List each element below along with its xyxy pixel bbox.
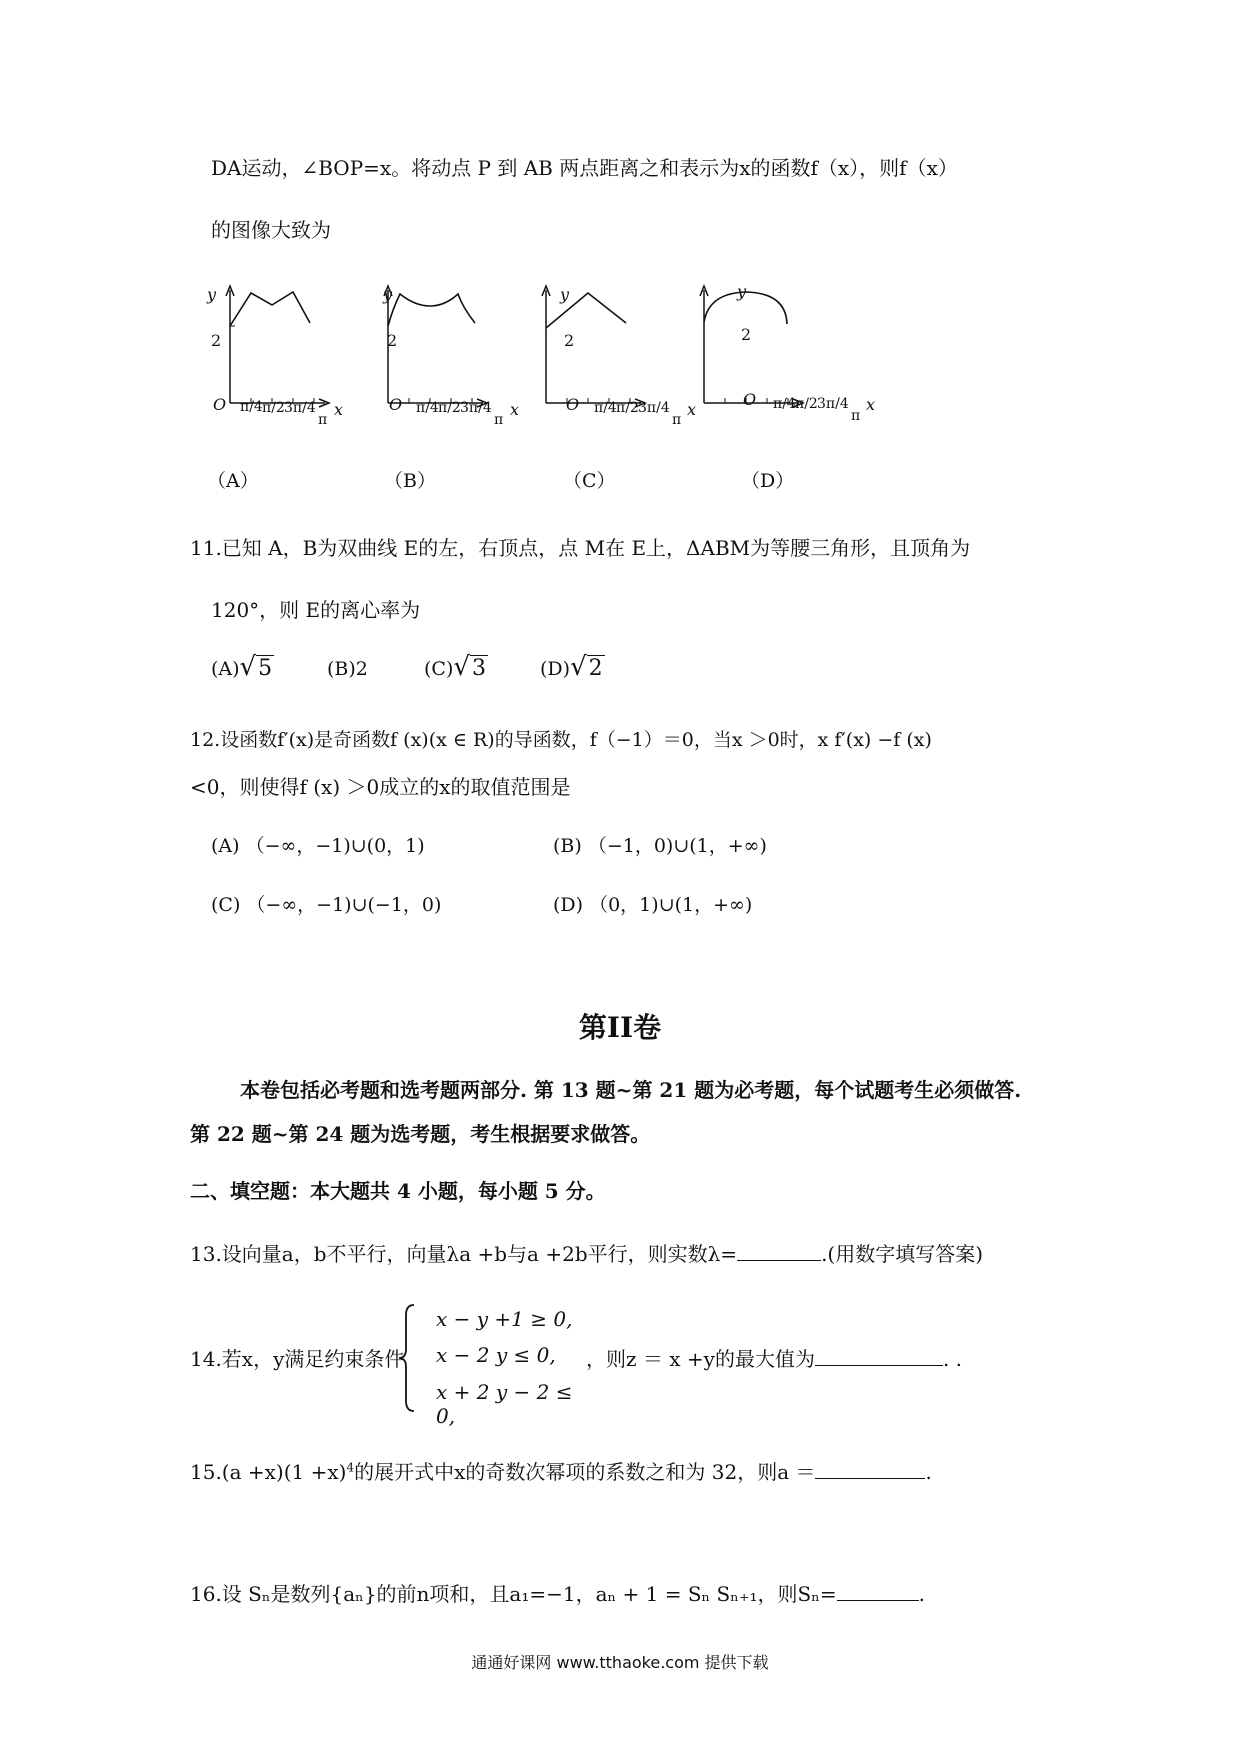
graph-a-tick-3: 3π/4 bbox=[284, 400, 316, 416]
graph-a-x-label: x bbox=[334, 400, 344, 419]
q16-end: . bbox=[918, 1582, 925, 1606]
q14-constraint-system bbox=[396, 1303, 576, 1428]
graph-b-tick-3: 3π/4 bbox=[460, 400, 492, 416]
q11-option-c-label: (C) bbox=[424, 658, 454, 680]
graph-option-b: （B） bbox=[384, 470, 436, 492]
q12-line1: 12.设函数f′(x)是奇函数f (x)(x ∈ R)的导函数，f（−1）＝0，当x ＞0时，x f′(x) −f (x) bbox=[190, 729, 932, 751]
graph-b bbox=[353, 278, 513, 478]
q11-option-a-value: 5 bbox=[258, 656, 273, 681]
q16-answer-blank[interactable] bbox=[837, 1582, 919, 1601]
graph-c-origin: O bbox=[566, 395, 580, 414]
graph-b-tick-4: π bbox=[494, 412, 504, 428]
sqrt-icon: √ bbox=[239, 652, 257, 682]
graph-c-y-tick: 2 bbox=[564, 331, 575, 350]
graph-b-x-label: x bbox=[510, 400, 520, 419]
graph-c-tick-4: π bbox=[672, 412, 682, 428]
q14-end: . . bbox=[942, 1347, 963, 1371]
graph-a-tick-4: π bbox=[318, 412, 328, 428]
q15-text: 的展开式中x的奇数次幂项的系数之和为 32，则a ＝ bbox=[354, 1460, 816, 1484]
q15-end: . bbox=[925, 1460, 932, 1484]
q12-option-d: (D) （0，1)∪(1，+∞) bbox=[553, 894, 753, 916]
q11-option-b: (B)2 bbox=[327, 658, 368, 680]
q12-option-b: (B) （−1，0)∪(1，+∞) bbox=[553, 835, 767, 857]
fill-blank-section-heading: 二、填空题：本大题共 4 小题，每小题 5 分。 bbox=[190, 1179, 606, 1203]
graph-b-y-label: y bbox=[383, 285, 393, 304]
graph-option-c: （C） bbox=[563, 470, 616, 492]
q15-expression: 15.(a +x)(1 +x) bbox=[190, 1460, 347, 1484]
q16 bbox=[190, 1578, 925, 1607]
graph-d-tick-2: π/2 bbox=[795, 396, 818, 412]
graph-b-tick-2: π/2 bbox=[438, 400, 461, 416]
graph-b-origin: O bbox=[389, 395, 403, 414]
part2-intro-line1: 本卷包括必考题和选考题两部分. 第 13 题~第 21 题为必考题，每个试题考生必须做答. bbox=[240, 1078, 1022, 1102]
q12-option-a: (A) （−∞，−1)∪(0，1) bbox=[211, 835, 425, 857]
graph-a-y-tick: 2 bbox=[211, 331, 222, 350]
graph-d-tick-3: 3π/4 bbox=[817, 396, 849, 412]
graph-a-origin: O bbox=[213, 395, 227, 414]
q15 bbox=[190, 1456, 932, 1485]
q11-option-a-label: (A) bbox=[211, 658, 240, 680]
graph-d-x-label: x bbox=[866, 395, 876, 414]
q10-text-line1: DA运动，∠BOP=x。将动点 P 到 AB 两点距离之和表示为x的函数f（x），则f（x） bbox=[211, 156, 958, 180]
page-footer: 通通好课网 www.tthaoke.com 提供下载 bbox=[471, 1653, 769, 1672]
graph-c-tick-2: π/2 bbox=[616, 400, 639, 416]
q11-option-a bbox=[211, 652, 274, 682]
q14-suffix bbox=[586, 1343, 962, 1372]
graph-option-a: （A） bbox=[207, 470, 259, 492]
q12-line2: <0，则使得f (x) ＞0成立的x的取值范围是 bbox=[190, 775, 571, 799]
graph-d-origin: O bbox=[743, 390, 757, 409]
q14-constraint-3: x + 2 y − 2 ≤ 0, bbox=[436, 1380, 573, 1428]
graph-c-tick-1: π/4 bbox=[594, 400, 617, 416]
graph-a-y-label: y bbox=[207, 285, 217, 304]
graph-a-tick-2: π/2 bbox=[262, 400, 285, 416]
graph-d-y-label: y bbox=[737, 282, 747, 301]
q13-text: 13.设向量a，b不平行，向量λa +b与a +2b平行，则实数λ= bbox=[190, 1242, 738, 1266]
graph-b-tick-1: π/4 bbox=[416, 400, 439, 416]
q10-graph-options bbox=[195, 278, 915, 508]
q15-exponent: 4 bbox=[346, 1460, 355, 1475]
graph-b-y-tick: 2 bbox=[387, 331, 398, 350]
q11-option-d bbox=[540, 652, 605, 682]
q13-suffix: .(用数字填写答案) bbox=[821, 1242, 984, 1266]
graph-c-tick-3: 3π/4 bbox=[638, 400, 670, 416]
graph-option-d: （D） bbox=[741, 470, 795, 492]
graph-d-tick-1: π/4 bbox=[773, 396, 796, 412]
graph-a bbox=[195, 278, 355, 478]
part2-title: 第II卷 bbox=[578, 1011, 662, 1044]
graph-d-tick-4: π bbox=[851, 408, 861, 424]
sqrt-icon: √ bbox=[570, 652, 587, 682]
graph-a-tick-1: π/4 bbox=[240, 399, 263, 415]
q14-prefix: 14.若x，y满足约束条件 bbox=[190, 1347, 405, 1371]
q11-option-c bbox=[424, 652, 488, 682]
q14-constraint-1: x − y +1 ≥ 0, bbox=[436, 1307, 573, 1331]
graph-c bbox=[511, 278, 671, 478]
q13-answer-blank[interactable] bbox=[737, 1242, 821, 1261]
q11-option-d-value: 2 bbox=[588, 656, 603, 681]
q16-text: 16.设 Sₙ是数列{aₙ}的前n项和，且a₁=−1，aₙ + 1 = Sₙ Sₙ₊₁，则Sₙ= bbox=[190, 1582, 837, 1606]
q11-line2: 120°，则 E的离心率为 bbox=[211, 598, 421, 622]
q13 bbox=[190, 1238, 983, 1267]
q14-answer-blank[interactable] bbox=[815, 1347, 943, 1366]
q11-option-d-label: (D) bbox=[540, 658, 571, 680]
graph-d bbox=[669, 278, 829, 478]
q14-constraint-2: x − 2 y ≤ 0, bbox=[436, 1343, 556, 1367]
q15-answer-blank[interactable] bbox=[815, 1460, 925, 1479]
part2-intro-line2: 第 22 题~第 24 题为选考题，考生根据要求做答。 bbox=[190, 1122, 651, 1146]
q14-objective: ，则z ＝ x +y的最大值为 bbox=[586, 1347, 815, 1371]
graph-d-y-tick: 2 bbox=[741, 325, 752, 344]
left-brace-icon bbox=[396, 1303, 418, 1413]
q12-option-c: (C) （−∞，−1)∪(−1，0) bbox=[211, 894, 442, 916]
graph-c-y-label: y bbox=[560, 285, 570, 304]
sqrt-icon: √ bbox=[453, 652, 470, 682]
graph-c-x-label: x bbox=[687, 400, 697, 419]
q11-line1: 11.已知 A，B为双曲线 E的左，右顶点，点 M在 E上，ΔABM为等腰三角形，且顶角为 bbox=[190, 536, 971, 560]
q10-text-line2: 的图像大致为 bbox=[211, 218, 331, 242]
q11-option-c-value: 3 bbox=[471, 656, 486, 681]
